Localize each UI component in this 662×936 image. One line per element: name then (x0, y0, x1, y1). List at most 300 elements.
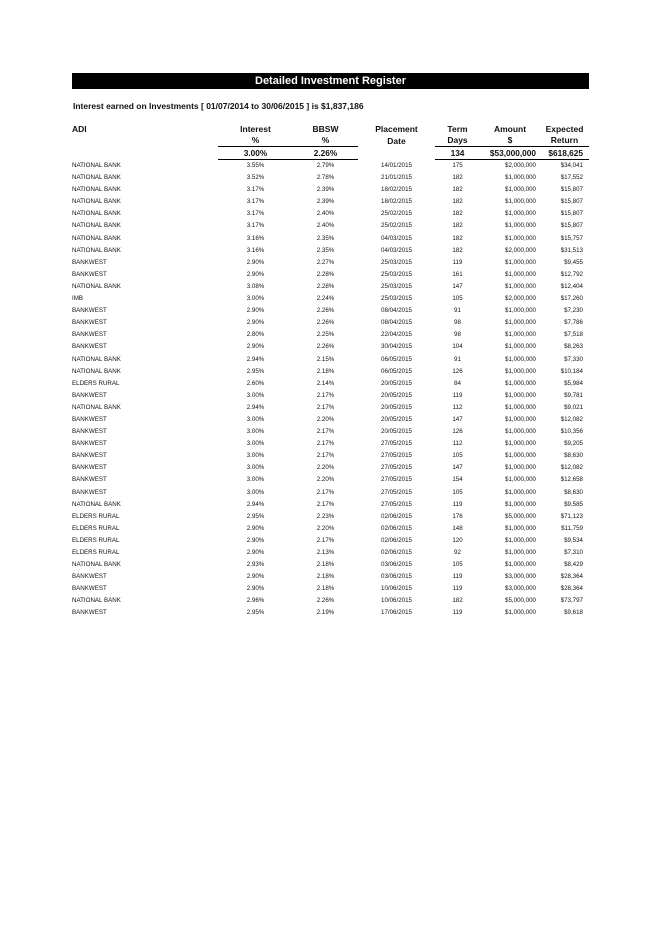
row-adi: BANKWEST (72, 573, 107, 581)
row-placement-date: 18/02/2015 (381, 186, 412, 194)
row-term-days: 182 (452, 234, 463, 242)
row-adi: NATIONAL BANK (72, 234, 121, 242)
row-interest: 2.90% (246, 536, 265, 544)
row-term-days: 148 (452, 524, 463, 532)
row-adi: BANKWEST (72, 476, 107, 484)
table-row (72, 184, 589, 196)
row-expected-return: $12,404 (560, 282, 583, 290)
row-term-days: 182 (452, 174, 463, 182)
row-bbsw: 2.20% (316, 476, 335, 484)
row-adi: BANKWEST (72, 428, 107, 436)
row-term-days: 182 (452, 246, 463, 254)
row-adi: NATIONAL BANK (72, 198, 121, 206)
row-expected-return: $9,021 (564, 403, 583, 411)
row-adi: ELDERS RURAL (72, 524, 120, 532)
row-expected-return: $7,330 (564, 355, 583, 363)
row-bbsw: 2.79% (316, 162, 335, 169)
table-row (72, 487, 589, 499)
row-expected-return: $9,585 (564, 500, 583, 508)
row-bbsw: 2.23% (316, 512, 335, 520)
row-bbsw: 2.17% (316, 536, 335, 544)
row-expected-return: $11,759 (561, 524, 583, 532)
row-expected-return: $15,807 (560, 198, 583, 206)
table-row (72, 245, 589, 257)
row-term-days: 104 (452, 343, 463, 351)
row-expected-return: $28,364 (560, 585, 583, 593)
row-expected-return: $9,618 (564, 609, 583, 617)
row-amount: $1,000,000 (505, 476, 536, 484)
row-amount: $1,000,000 (505, 488, 536, 496)
row-placement-date: 10/06/2015 (381, 597, 412, 605)
row-expected-return: $8,630 (564, 488, 583, 496)
row-amount: $1,000,000 (505, 343, 536, 351)
table-row (72, 511, 589, 523)
row-interest: 3.52% (246, 174, 265, 182)
row-bbsw: 2.28% (316, 282, 335, 290)
row-adi: ELDERS RURAL (72, 512, 120, 520)
row-adi: BANKWEST (72, 343, 107, 351)
row-placement-date: 21/01/2015 (381, 174, 412, 182)
row-bbsw: 2.35% (316, 246, 335, 254)
row-amount: $1,000,000 (505, 282, 536, 290)
row-term-days: 176 (452, 512, 463, 520)
table-row (72, 208, 589, 220)
row-adi: NATIONAL BANK (72, 561, 121, 569)
row-expected-return: $17,552 (560, 174, 583, 182)
row-placement-date: 20/05/2015 (381, 403, 412, 411)
row-interest: 3.16% (246, 246, 265, 254)
row-amount: $1,000,000 (505, 186, 536, 194)
row-term-days: 98 (454, 319, 461, 327)
row-adi: BANKWEST (72, 391, 107, 399)
row-interest: 3.16% (246, 234, 265, 242)
row-amount: $1,000,000 (505, 440, 536, 448)
row-expected-return: $8,429 (564, 561, 583, 569)
row-interest: 2.60% (246, 379, 265, 387)
row-term-days: 175 (452, 162, 463, 169)
row-bbsw: 2.26% (316, 597, 335, 605)
row-placement-date: 04/03/2015 (381, 246, 412, 254)
row-amount: $1,000,000 (505, 452, 536, 460)
row-amount: $1,000,000 (505, 415, 536, 423)
table-row (72, 220, 589, 232)
row-amount: $1,000,000 (505, 258, 536, 266)
row-bbsw: 2.18% (316, 561, 335, 569)
row-term-days: 154 (452, 476, 463, 484)
table-row (72, 390, 589, 402)
row-interest: 2.90% (246, 270, 265, 278)
row-expected-return: $8,630 (564, 452, 583, 460)
row-amount: $1,000,000 (505, 464, 536, 472)
row-bbsw: 2.35% (316, 234, 335, 242)
row-bbsw: 2.17% (316, 500, 335, 508)
table-row (72, 583, 589, 595)
row-interest: 2.90% (246, 573, 265, 581)
row-interest: 2.80% (246, 331, 265, 339)
row-expected-return: $31,513 (560, 246, 583, 254)
row-adi: IMB (72, 295, 84, 303)
row-term-days: 105 (452, 561, 463, 569)
row-amount: $1,000,000 (505, 198, 536, 206)
row-bbsw: 2.18% (316, 585, 335, 593)
table-row (72, 523, 589, 535)
row-amount: $3,000,000 (505, 585, 536, 593)
row-term-days: 119 (452, 573, 463, 581)
row-adi: NATIONAL BANK (72, 403, 121, 411)
row-amount: $1,000,000 (505, 379, 536, 387)
row-placement-date: 25/03/2015 (381, 282, 412, 290)
row-expected-return: $7,230 (564, 307, 583, 315)
row-expected-return: $7,518 (564, 331, 583, 339)
row-amount: $1,000,000 (505, 307, 536, 315)
table-row (72, 462, 589, 474)
row-adi: NATIONAL BANK (72, 500, 121, 508)
row-amount: $1,000,000 (505, 428, 536, 436)
row-placement-date: 22/04/2015 (381, 331, 412, 339)
row-amount: $1,000,000 (505, 500, 536, 508)
table-row (72, 269, 589, 281)
col-header-amount: Amount (493, 124, 527, 134)
row-interest: 3.00% (246, 428, 265, 436)
row-bbsw: 2.26% (316, 343, 335, 351)
table-row (72, 196, 589, 208)
row-bbsw: 2.28% (316, 270, 335, 278)
row-amount: $5,000,000 (505, 512, 536, 520)
row-interest: 2.94% (246, 500, 265, 508)
row-placement-date: 25/03/2015 (381, 258, 412, 266)
row-bbsw: 2.17% (316, 428, 335, 436)
row-interest: 2.95% (246, 367, 265, 375)
row-placement-date: 20/05/2015 (381, 428, 412, 436)
row-interest: 2.90% (246, 585, 265, 593)
row-interest: 3.00% (246, 488, 265, 496)
row-placement-date: 27/05/2015 (381, 476, 412, 484)
table-row (72, 595, 589, 607)
table-row (72, 281, 589, 293)
row-placement-date: 02/06/2015 (381, 536, 412, 544)
row-term-days: 105 (452, 488, 463, 496)
col-header-placement-sub: Date (387, 135, 406, 146)
row-placement-date: 06/05/2015 (381, 355, 412, 363)
row-term-days: 147 (452, 464, 463, 472)
row-placement-date: 25/02/2015 (381, 222, 412, 230)
row-amount: $1,000,000 (505, 331, 536, 339)
row-amount: $1,000,000 (505, 270, 536, 278)
row-expected-return: $9,781 (564, 391, 583, 399)
row-amount: $2,000,000 (505, 295, 536, 303)
row-amount: $1,000,000 (505, 174, 536, 182)
row-bbsw: 2.17% (316, 391, 335, 399)
row-adi: BANKWEST (72, 464, 107, 472)
row-placement-date: 06/05/2015 (381, 367, 412, 375)
row-interest: 2.93% (246, 561, 265, 569)
table-row (72, 366, 589, 378)
row-placement-date: 25/03/2015 (381, 270, 412, 278)
row-adi: NATIONAL BANK (72, 246, 121, 254)
row-adi: BANKWEST (72, 415, 107, 423)
row-adi: NATIONAL BANK (72, 161, 121, 169)
report-title: Detailed Investment Register (72, 73, 589, 89)
row-bbsw: 2.18% (316, 367, 335, 375)
row-adi: BANKWEST (72, 452, 107, 460)
table-row (72, 305, 589, 317)
row-term-days: 119 (452, 609, 463, 617)
row-adi: BANKWEST (72, 319, 107, 327)
row-adi: NATIONAL BANK (72, 367, 121, 375)
row-term-days: 119 (452, 391, 463, 399)
row-adi: BANKWEST (72, 258, 107, 266)
totals-amount: $53,000,000 (480, 147, 540, 160)
row-placement-date: 27/05/2015 (381, 488, 412, 496)
row-placement-date: 03/06/2015 (381, 561, 412, 569)
row-interest: 3.17% (246, 222, 265, 230)
row-adi: NATIONAL BANK (72, 186, 121, 194)
table-row (72, 378, 589, 390)
row-term-days: 119 (452, 258, 463, 266)
row-interest: 2.90% (246, 319, 265, 327)
col-header-term: Term (447, 124, 468, 134)
totals-term: 134 (435, 147, 480, 160)
row-adi: BANKWEST (72, 270, 107, 278)
row-expected-return: $15,807 (560, 222, 583, 230)
row-interest: 3.00% (246, 452, 265, 460)
row-placement-date: 27/05/2015 (381, 440, 412, 448)
col-header-placement: Placement (375, 124, 418, 134)
totals-row (72, 147, 589, 160)
row-placement-date: 20/05/2015 (381, 391, 412, 399)
row-interest: 2.94% (246, 355, 265, 363)
row-interest: 3.00% (246, 464, 265, 472)
row-placement-date: 30/04/2015 (381, 343, 412, 351)
row-adi: BANKWEST (72, 307, 107, 315)
row-term-days: 105 (452, 452, 463, 460)
row-amount: $1,000,000 (505, 609, 536, 617)
row-bbsw: 2.26% (316, 319, 335, 327)
row-interest: 2.90% (246, 307, 265, 315)
row-placement-date: 18/02/2015 (381, 198, 412, 206)
row-term-days: 126 (452, 367, 463, 375)
row-amount: $1,000,000 (505, 367, 536, 375)
row-adi: BANKWEST (72, 488, 107, 496)
row-interest: 3.17% (246, 210, 265, 218)
row-amount: $3,000,000 (505, 573, 536, 581)
row-amount: $1,000,000 (505, 210, 536, 218)
row-adi: ELDERS RURAL (72, 549, 120, 556)
row-adi: BANKWEST (72, 609, 107, 617)
table-row (72, 547, 589, 559)
row-expected-return: $34,041 (560, 162, 583, 169)
table-row (72, 571, 589, 583)
row-amount: $1,000,000 (505, 391, 536, 399)
row-bbsw: 2.20% (316, 524, 335, 532)
totals-expected: $618,625 (540, 147, 589, 160)
row-interest: 3.00% (246, 476, 265, 484)
row-interest: 2.90% (246, 343, 265, 351)
row-amount: $2,000,000 (505, 162, 536, 169)
row-adi: NATIONAL BANK (72, 174, 121, 182)
row-amount: $5,000,000 (505, 597, 536, 605)
row-adi: NATIONAL BANK (72, 597, 121, 605)
row-bbsw: 2.18% (316, 573, 335, 581)
table-row (72, 559, 589, 571)
row-bbsw: 2.40% (316, 222, 335, 230)
table-row (72, 341, 589, 353)
row-term-days: 91 (454, 307, 461, 315)
row-placement-date: 14/01/2015 (381, 161, 412, 169)
col-header-adi: ADI (72, 124, 87, 134)
row-amount: $1,000,000 (505, 536, 536, 544)
totals-interest: 3.00% (218, 147, 293, 160)
totals-adi (72, 147, 218, 160)
row-term-days: 182 (452, 210, 463, 218)
row-interest: 2.90% (246, 258, 265, 266)
row-bbsw: 2.17% (316, 452, 335, 460)
row-interest: 2.90% (246, 549, 265, 556)
row-expected-return: $73,797 (560, 597, 583, 605)
row-adi: BANKWEST (72, 585, 107, 593)
row-amount: $1,000,000 (505, 524, 536, 532)
row-term-days: 112 (452, 403, 463, 411)
col-header-bbsw-unit: % (321, 135, 330, 145)
header-row-2 (72, 135, 589, 147)
row-expected-return: $10,356 (560, 428, 583, 436)
row-bbsw: 2.13% (316, 549, 335, 556)
row-amount: $1,000,000 (505, 403, 536, 411)
row-bbsw: 2.39% (316, 198, 335, 206)
col-header-interest-unit: % (251, 135, 260, 145)
row-term-days: 119 (452, 585, 463, 593)
row-amount: $1,000,000 (505, 549, 536, 556)
row-term-days: 119 (452, 500, 463, 508)
row-amount: $2,000,000 (505, 246, 536, 254)
table-row (72, 233, 589, 245)
table-row (72, 535, 589, 547)
col-header-interest: Interest (240, 124, 271, 134)
row-expected-return: $10,184 (560, 367, 583, 375)
row-expected-return: $28,364 (560, 573, 583, 581)
table-row (72, 172, 589, 184)
table-row (72, 160, 589, 173)
table-row (72, 426, 589, 438)
row-bbsw: 2.19% (316, 609, 335, 617)
row-expected-return: $15,807 (560, 210, 583, 218)
row-bbsw: 2.17% (316, 403, 335, 411)
row-interest: 3.17% (246, 198, 265, 206)
table-row (72, 607, 589, 619)
row-placement-date: 20/05/2015 (381, 379, 412, 387)
row-placement-date: 08/04/2015 (381, 319, 412, 327)
row-expected-return: $71,123 (560, 512, 583, 520)
row-term-days: 91 (454, 355, 461, 363)
row-bbsw: 2.17% (316, 488, 335, 496)
row-expected-return: $9,534 (564, 536, 583, 544)
row-amount: $1,000,000 (505, 561, 536, 569)
row-adi: NATIONAL BANK (72, 210, 121, 218)
row-term-days: 120 (452, 536, 463, 544)
row-adi: NATIONAL BANK (72, 355, 121, 363)
row-bbsw: 2.27% (316, 258, 335, 266)
row-expected-return: $12,082 (560, 415, 583, 423)
col-header-term-sub: Days (447, 135, 468, 145)
row-placement-date: 27/05/2015 (381, 452, 412, 460)
row-interest: 2.95% (246, 512, 265, 520)
row-expected-return: $12,082 (560, 464, 583, 472)
row-adi: BANKWEST (72, 331, 107, 339)
row-placement-date: 27/05/2015 (381, 464, 412, 472)
row-amount: $1,000,000 (505, 319, 536, 327)
row-adi: ELDERS RURAL (72, 536, 120, 544)
table-row (72, 293, 589, 305)
row-expected-return: $12,658 (560, 476, 583, 484)
row-placement-date: 25/02/2015 (381, 210, 412, 218)
table-row (72, 414, 589, 426)
row-term-days: 98 (454, 331, 461, 339)
table-row (72, 438, 589, 450)
table-row (72, 329, 589, 341)
row-interest: 2.90% (246, 524, 265, 532)
row-bbsw: 2.39% (316, 186, 335, 194)
row-interest: 3.00% (246, 440, 265, 448)
row-interest: 2.95% (246, 609, 265, 617)
investment-register-table (72, 124, 589, 620)
row-placement-date: 02/06/2015 (381, 524, 412, 532)
row-expected-return: $7,310 (564, 549, 583, 556)
row-term-days: 182 (452, 198, 463, 206)
row-interest: 3.17% (246, 186, 265, 194)
row-placement-date: 04/03/2015 (381, 234, 412, 242)
row-adi: BANKWEST (72, 440, 107, 448)
row-term-days: 147 (452, 282, 463, 290)
row-amount: $1,000,000 (505, 355, 536, 363)
table-row (72, 499, 589, 511)
row-interest: 2.96% (246, 597, 265, 605)
row-term-days: 161 (452, 270, 463, 278)
table-row (72, 257, 589, 269)
col-header-bbsw: BBSW (312, 124, 339, 134)
col-header-amount-unit: $ (507, 135, 513, 145)
row-placement-date: 08/04/2015 (381, 307, 412, 315)
row-placement-date: 02/06/2015 (381, 512, 412, 520)
row-term-days: 126 (452, 428, 463, 436)
row-interest: 3.00% (246, 391, 265, 399)
row-expected-return: $9,455 (564, 258, 583, 266)
row-bbsw: 2.17% (316, 440, 335, 448)
row-amount: $1,000,000 (505, 222, 536, 230)
row-placement-date: 03/06/2015 (381, 573, 412, 581)
row-term-days: 182 (452, 186, 463, 194)
row-bbsw: 2.25% (316, 331, 335, 339)
row-term-days: 92 (454, 549, 461, 556)
row-adi: NATIONAL BANK (72, 222, 121, 230)
row-expected-return: $17,260 (560, 295, 583, 303)
row-term-days: 147 (452, 415, 463, 423)
table-row (72, 354, 589, 366)
row-interest: 3.55% (246, 162, 265, 169)
table-row (72, 450, 589, 462)
row-term-days: 84 (454, 379, 461, 387)
row-interest: 3.08% (246, 282, 265, 290)
row-bbsw: 2.40% (316, 210, 335, 218)
row-term-days: 105 (452, 295, 463, 303)
row-bbsw: 2.26% (316, 307, 335, 315)
report-subtitle: Interest earned on Investments [ 01/07/2014 to 30/06/2015 ] is $1,837,186 (73, 101, 364, 111)
row-expected-return: $12,792 (560, 270, 583, 278)
row-expected-return: $5,984 (564, 379, 583, 387)
row-placement-date: 25/03/2015 (381, 295, 412, 303)
row-placement-date: 20/05/2015 (381, 415, 412, 423)
row-term-days: 112 (452, 440, 463, 448)
row-placement-date: 27/05/2015 (381, 500, 412, 508)
